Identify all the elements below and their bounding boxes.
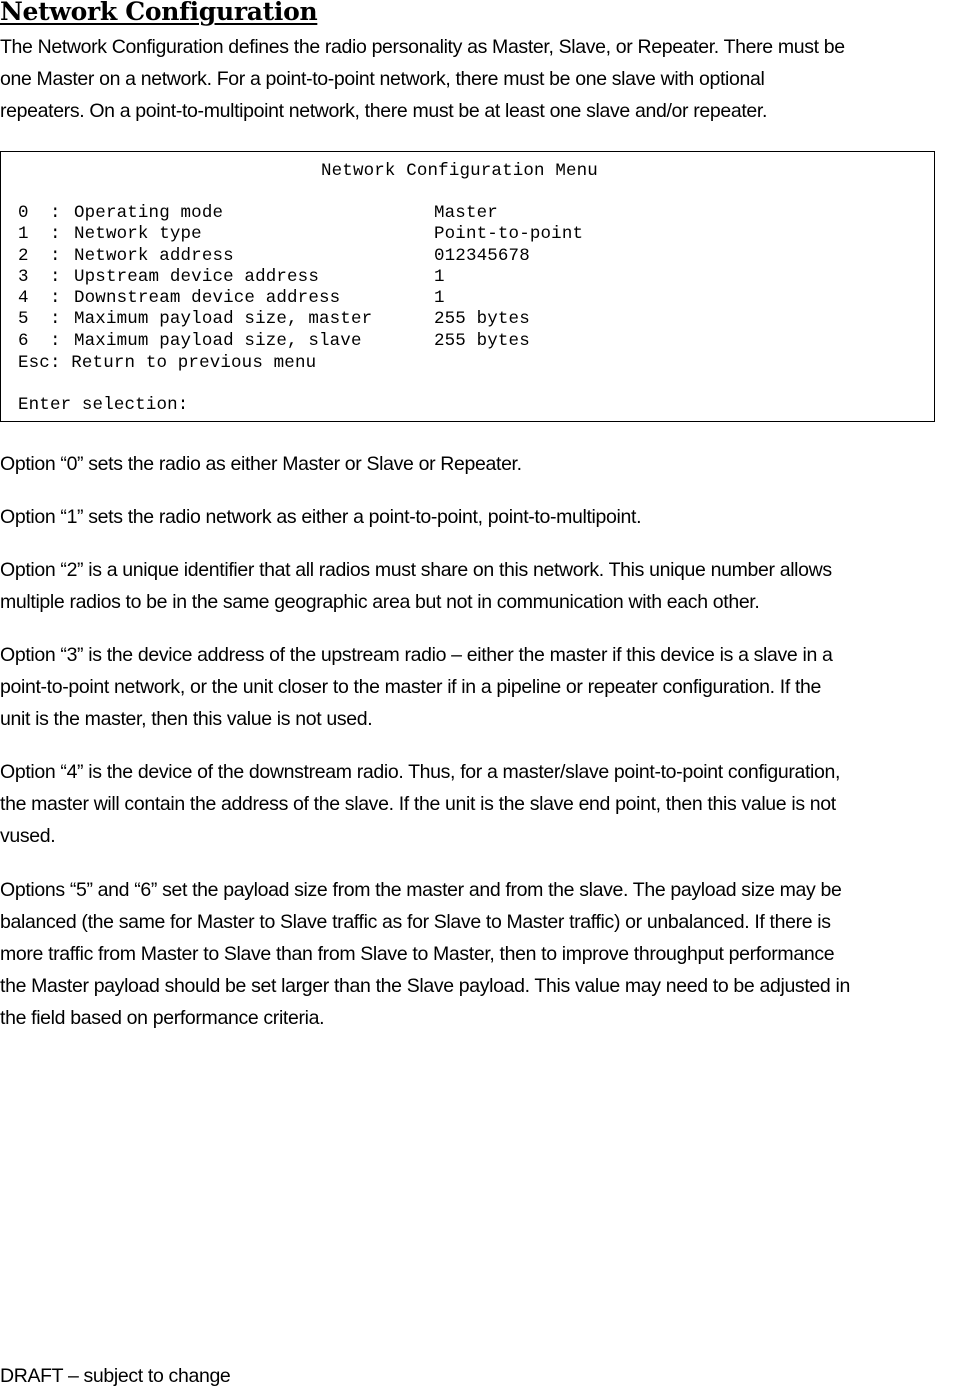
options-5-6-description: [0, 874, 966, 1034]
option-label: Maximum payload size, master: [74, 309, 373, 330]
description-line: balanced (the same for Master to Slave traffic as for Slave to Master traffic) or unbalanced. If there is: [0, 911, 831, 933]
option-key: 0 :: [18, 203, 72, 223]
option-4-description: [0, 756, 966, 852]
intro-paragraph: [0, 31, 966, 127]
menu-option-operating-mode: [18, 203, 918, 224]
option-value: Master: [434, 203, 498, 223]
menu-esc-option: Esc: Return to previous menu: [18, 353, 317, 373]
option-0-description: [0, 448, 966, 480]
description-line: the Master payload should be set larger than the Slave payload. This value may need to be adjusted in: [0, 975, 850, 997]
option-label: Operating mode: [74, 203, 224, 223]
option-key: 3 :: [18, 266, 72, 287]
page-title: Network Configuration: [0, 0, 318, 26]
option-2-description: [0, 554, 966, 618]
option-key: 6 :: [18, 330, 72, 351]
option-value: 255 bytes: [434, 309, 530, 330]
option-value: 012345678: [434, 245, 530, 266]
menu-selection-prompt: Enter selection:: [18, 395, 189, 415]
option-value: Point-to-point: [434, 224, 584, 245]
description-line: point-to-point network, or the unit closer to the master if in a pipeline or repeater configuration. If the: [0, 676, 822, 698]
option-label: Network type: [74, 224, 202, 245]
description-line: more traffic from Master to Slave than from Slave to Master, then to improve throughput performance: [0, 943, 835, 965]
option-key: 5 :: [18, 309, 72, 330]
menu-option-downstream-address: [18, 288, 918, 309]
description-line: unit is the master, then this value is not used.: [0, 708, 373, 730]
draft-footer: DRAFT – subject to change: [0, 1365, 231, 1387]
description-line: the field based on performance criteria.: [0, 1007, 325, 1029]
menu-option-max-payload-slave: [18, 331, 918, 352]
description-line: the master will contain the address of the slave. If the unit is the slave end point, then this value is not: [0, 793, 836, 815]
intro-line: The Network Configuration defines the radio personality as Master, Slave, or Repeater. There must be: [0, 36, 845, 58]
description-line: Option “3” is the device address of the upstream radio – either the master if this device is a slave in a: [0, 644, 833, 666]
option-value: 255 bytes: [434, 330, 530, 351]
menu-option-max-payload-master: [18, 309, 918, 330]
menu-option-upstream-address: [18, 267, 918, 288]
option-value: 1: [434, 288, 445, 309]
option-label: Upstream device address: [74, 266, 319, 287]
description-line: multiple radios to be in the same geographic area but not in communication with each other.: [0, 591, 760, 613]
description-line: Option “2” is a unique identifier that all radios must share on this network. This unique number allows: [0, 559, 832, 581]
intro-line: repeaters. On a point-to-multipoint network, there must be at least one slave and/or repeater.: [0, 100, 768, 122]
menu-option-network-address: [18, 246, 918, 267]
option-label: Downstream device address: [74, 288, 341, 309]
option-label: Maximum payload size, slave: [74, 330, 362, 351]
menu-option-network-type: [18, 224, 918, 245]
description-line: Option “4” is the device of the downstream radio. Thus, for a master/slave point-to-point configuration,: [0, 761, 841, 783]
menu-title: Network Configuration Menu: [321, 161, 598, 181]
option-value: 1: [434, 266, 445, 287]
description-line: Option “0” sets the radio as either Master or Slave or Repeater.: [0, 453, 522, 475]
option-key: 4 :: [18, 288, 72, 309]
intro-line: one Master on a network. For a point-to-point network, there must be one slave with optional: [0, 68, 765, 90]
option-1-description: [0, 501, 966, 533]
option-label: Network address: [74, 245, 234, 266]
option-key: 2 :: [18, 245, 72, 266]
menu-options-list: [18, 203, 918, 352]
description-line: vused.: [0, 825, 56, 847]
option-3-description: [0, 639, 966, 735]
network-configuration-menu: [0, 151, 935, 422]
option-key: 1 :: [18, 224, 72, 245]
description-line: Option “1” sets the radio network as either a point-to-point, point-to-multipoint.: [0, 506, 642, 528]
description-line: Options “5” and “6” set the payload size from the master and from the slave. The payload size may be: [0, 879, 842, 901]
